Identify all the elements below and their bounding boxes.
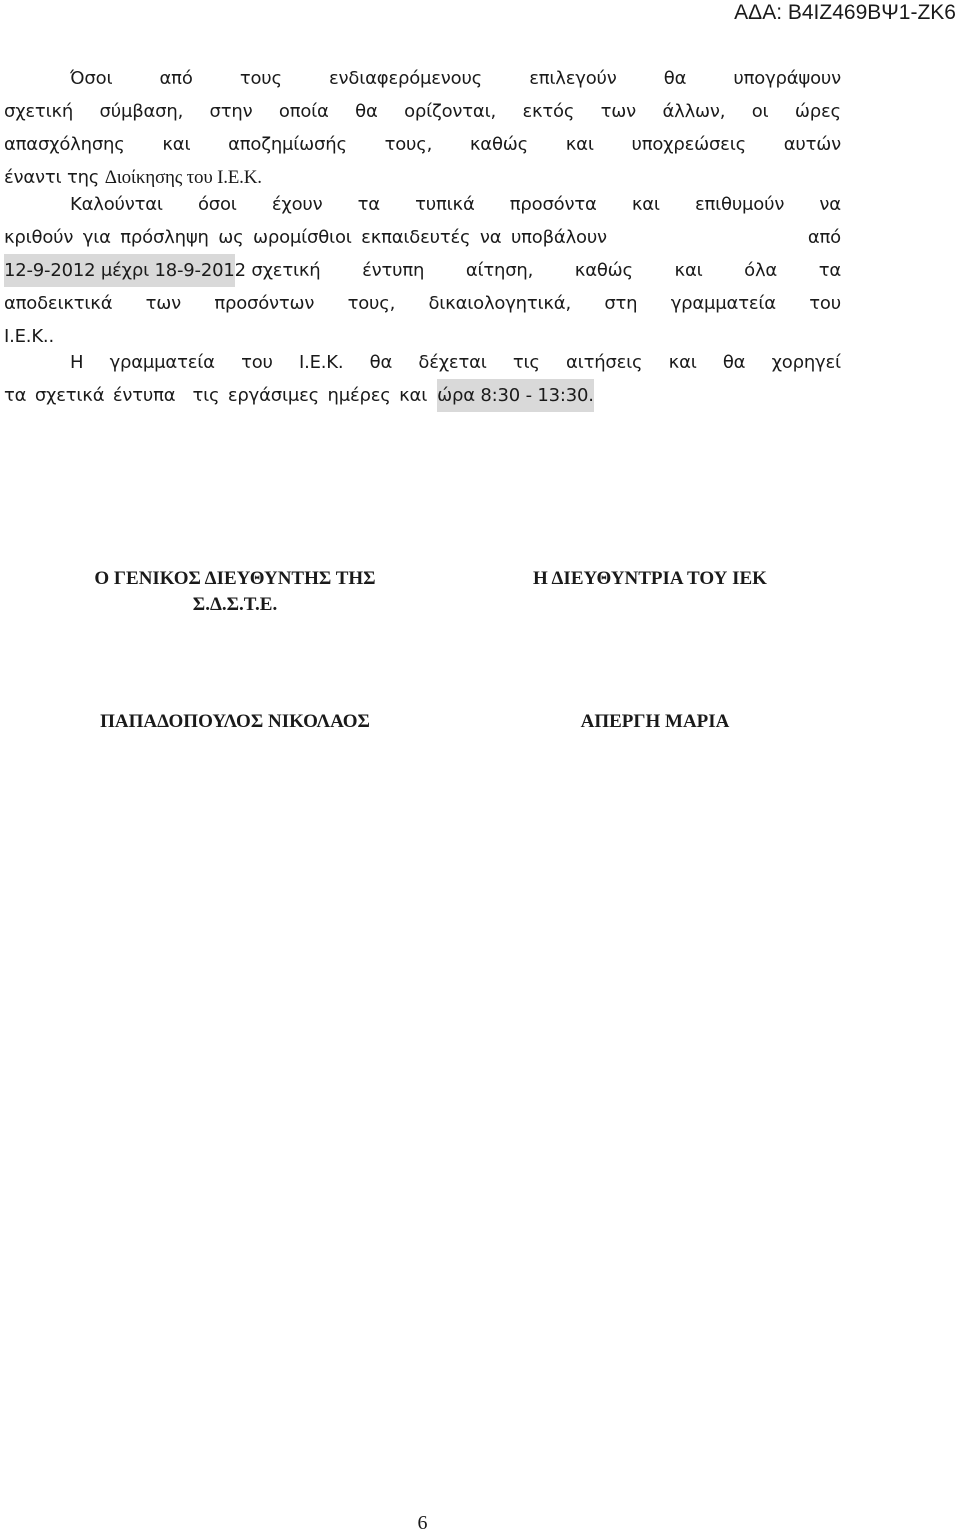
word: όλα: [744, 260, 778, 281]
page-number: 6: [417, 1512, 428, 1534]
text-fragment: από: [807, 227, 841, 248]
word: ενδιαφερόμενους: [329, 68, 483, 89]
signature-title-left: [50, 566, 420, 618]
word: σύμβαση,: [99, 101, 184, 122]
word: στη: [604, 293, 638, 314]
word: προσόντων: [214, 293, 315, 314]
word: τους,: [384, 134, 433, 155]
paragraph-line: [4, 62, 841, 95]
word: επιλεγούν: [529, 68, 617, 89]
word: και: [668, 352, 697, 373]
word: αυτών: [783, 134, 841, 155]
word: οποία: [278, 101, 329, 122]
text-fragment: έναντι της: [4, 167, 105, 188]
word: δέχεται: [418, 352, 487, 373]
text-fragment: 8:30 - 13:30.: [480, 385, 594, 406]
word: προσόντα: [509, 194, 597, 215]
word: τους: [239, 68, 282, 89]
highlighted-hours: [437, 379, 594, 412]
word: έντυπη: [362, 260, 425, 281]
word: τα: [357, 194, 380, 215]
word: τα: [818, 260, 841, 281]
word: σχετική: [4, 101, 74, 122]
word: αιτήσεις: [566, 352, 643, 373]
signature-title-right: Η ΔΙΕΥΘΥΝΤΡΙΑ ΤΟΥ ΙΕΚ: [533, 568, 767, 589]
ada-code: ΑΔΑ: Β4ΙΖ469ΒΨ1-ΖΚ6: [734, 1, 956, 24]
signature-name-right: ΑΠΕΡΓΗ ΜΑΡΙΑ: [580, 711, 730, 732]
highlighted-date-range: 12-9-2012 μέχρι 18-9-201: [4, 254, 235, 287]
word: θα: [355, 101, 378, 122]
word: αίτηση,: [465, 260, 534, 281]
word: εκτός: [522, 101, 575, 122]
word: επιθυμούν: [694, 194, 785, 215]
paragraph-line: [4, 254, 841, 287]
paragraph-line: [4, 346, 841, 379]
text-fragment: Ι.Ε.Κ..: [4, 326, 54, 347]
signature-title-line: Ο ΓΕΝΙΚΟΣ ΔΙΕΥΘΥΝΤΗΣ ΤΗΣ: [94, 568, 376, 589]
word: καθώς: [574, 260, 633, 281]
word: ορίζονται,: [404, 101, 496, 122]
word: αποδεικτικά: [4, 293, 113, 314]
word: και: [674, 260, 703, 281]
word: έχουν: [271, 194, 323, 215]
text-fragment: Διοίκησης του Ι.Ε.Κ.: [104, 167, 262, 188]
word: ώρες: [794, 101, 841, 122]
word: του: [809, 293, 841, 314]
word: των: [145, 293, 182, 314]
word: των: [600, 101, 637, 122]
word: αποζημίωσής: [228, 134, 347, 155]
word: γραμματεία: [109, 352, 215, 373]
paragraph-1: [4, 62, 841, 194]
signature-title-line: Σ.Δ.Σ.Τ.Ε.: [192, 594, 278, 615]
text-fragment: ώρα: [437, 385, 475, 406]
paragraph-line: [4, 128, 841, 161]
word: απασχόλησης: [4, 134, 125, 155]
word: και: [631, 194, 660, 215]
word: γραμματεία: [670, 293, 776, 314]
paragraph-line: [4, 379, 841, 412]
word: υπογράψουν: [733, 68, 841, 89]
paragraph-line: [4, 287, 841, 320]
word: χορηγεί: [771, 352, 841, 373]
word: να: [819, 194, 841, 215]
word: τυπικά: [415, 194, 475, 215]
text-fragment: τα σχετικά έντυπα τις εργάσιμες ημέρες και: [4, 385, 428, 406]
word: υποχρεώσεις: [631, 134, 746, 155]
word: δικαιολογητικά,: [428, 293, 571, 314]
word: 2 σχετική: [234, 260, 321, 281]
word: από: [159, 68, 193, 89]
paragraph-line: [4, 95, 841, 128]
word: Καλούνται: [70, 194, 163, 215]
word: του: [241, 352, 273, 373]
paragraph-line: [4, 188, 841, 221]
word: οι: [751, 101, 769, 122]
paragraph-3: [4, 346, 841, 412]
word: και: [565, 134, 594, 155]
word: θα: [369, 352, 393, 373]
word: Η: [70, 352, 84, 373]
word: άλλων,: [662, 101, 726, 122]
word: Ι.Ε.Κ.: [298, 352, 344, 373]
word: καθώς: [469, 134, 529, 155]
word: θα: [663, 68, 687, 89]
word: όσοι: [197, 194, 237, 215]
paragraph-line: [4, 221, 841, 254]
word: θα: [722, 352, 746, 373]
word: τις: [512, 352, 540, 373]
word: τους,: [347, 293, 396, 314]
signature-name-left: ΠΑΠΑΔΟΠΟΥΛΟΣ ΝΙΚΟΛΑΟΣ: [100, 711, 370, 732]
word: Όσοι: [70, 68, 113, 89]
word: και: [162, 134, 191, 155]
paragraph-2: [4, 188, 841, 353]
paragraph-line-rest: [235, 254, 841, 287]
text-fragment: κριθούν για πρόσληψη ως ωρομίσθιοι εκπαιδευτές να υποβάλουν: [4, 227, 607, 248]
word: στην: [209, 101, 253, 122]
